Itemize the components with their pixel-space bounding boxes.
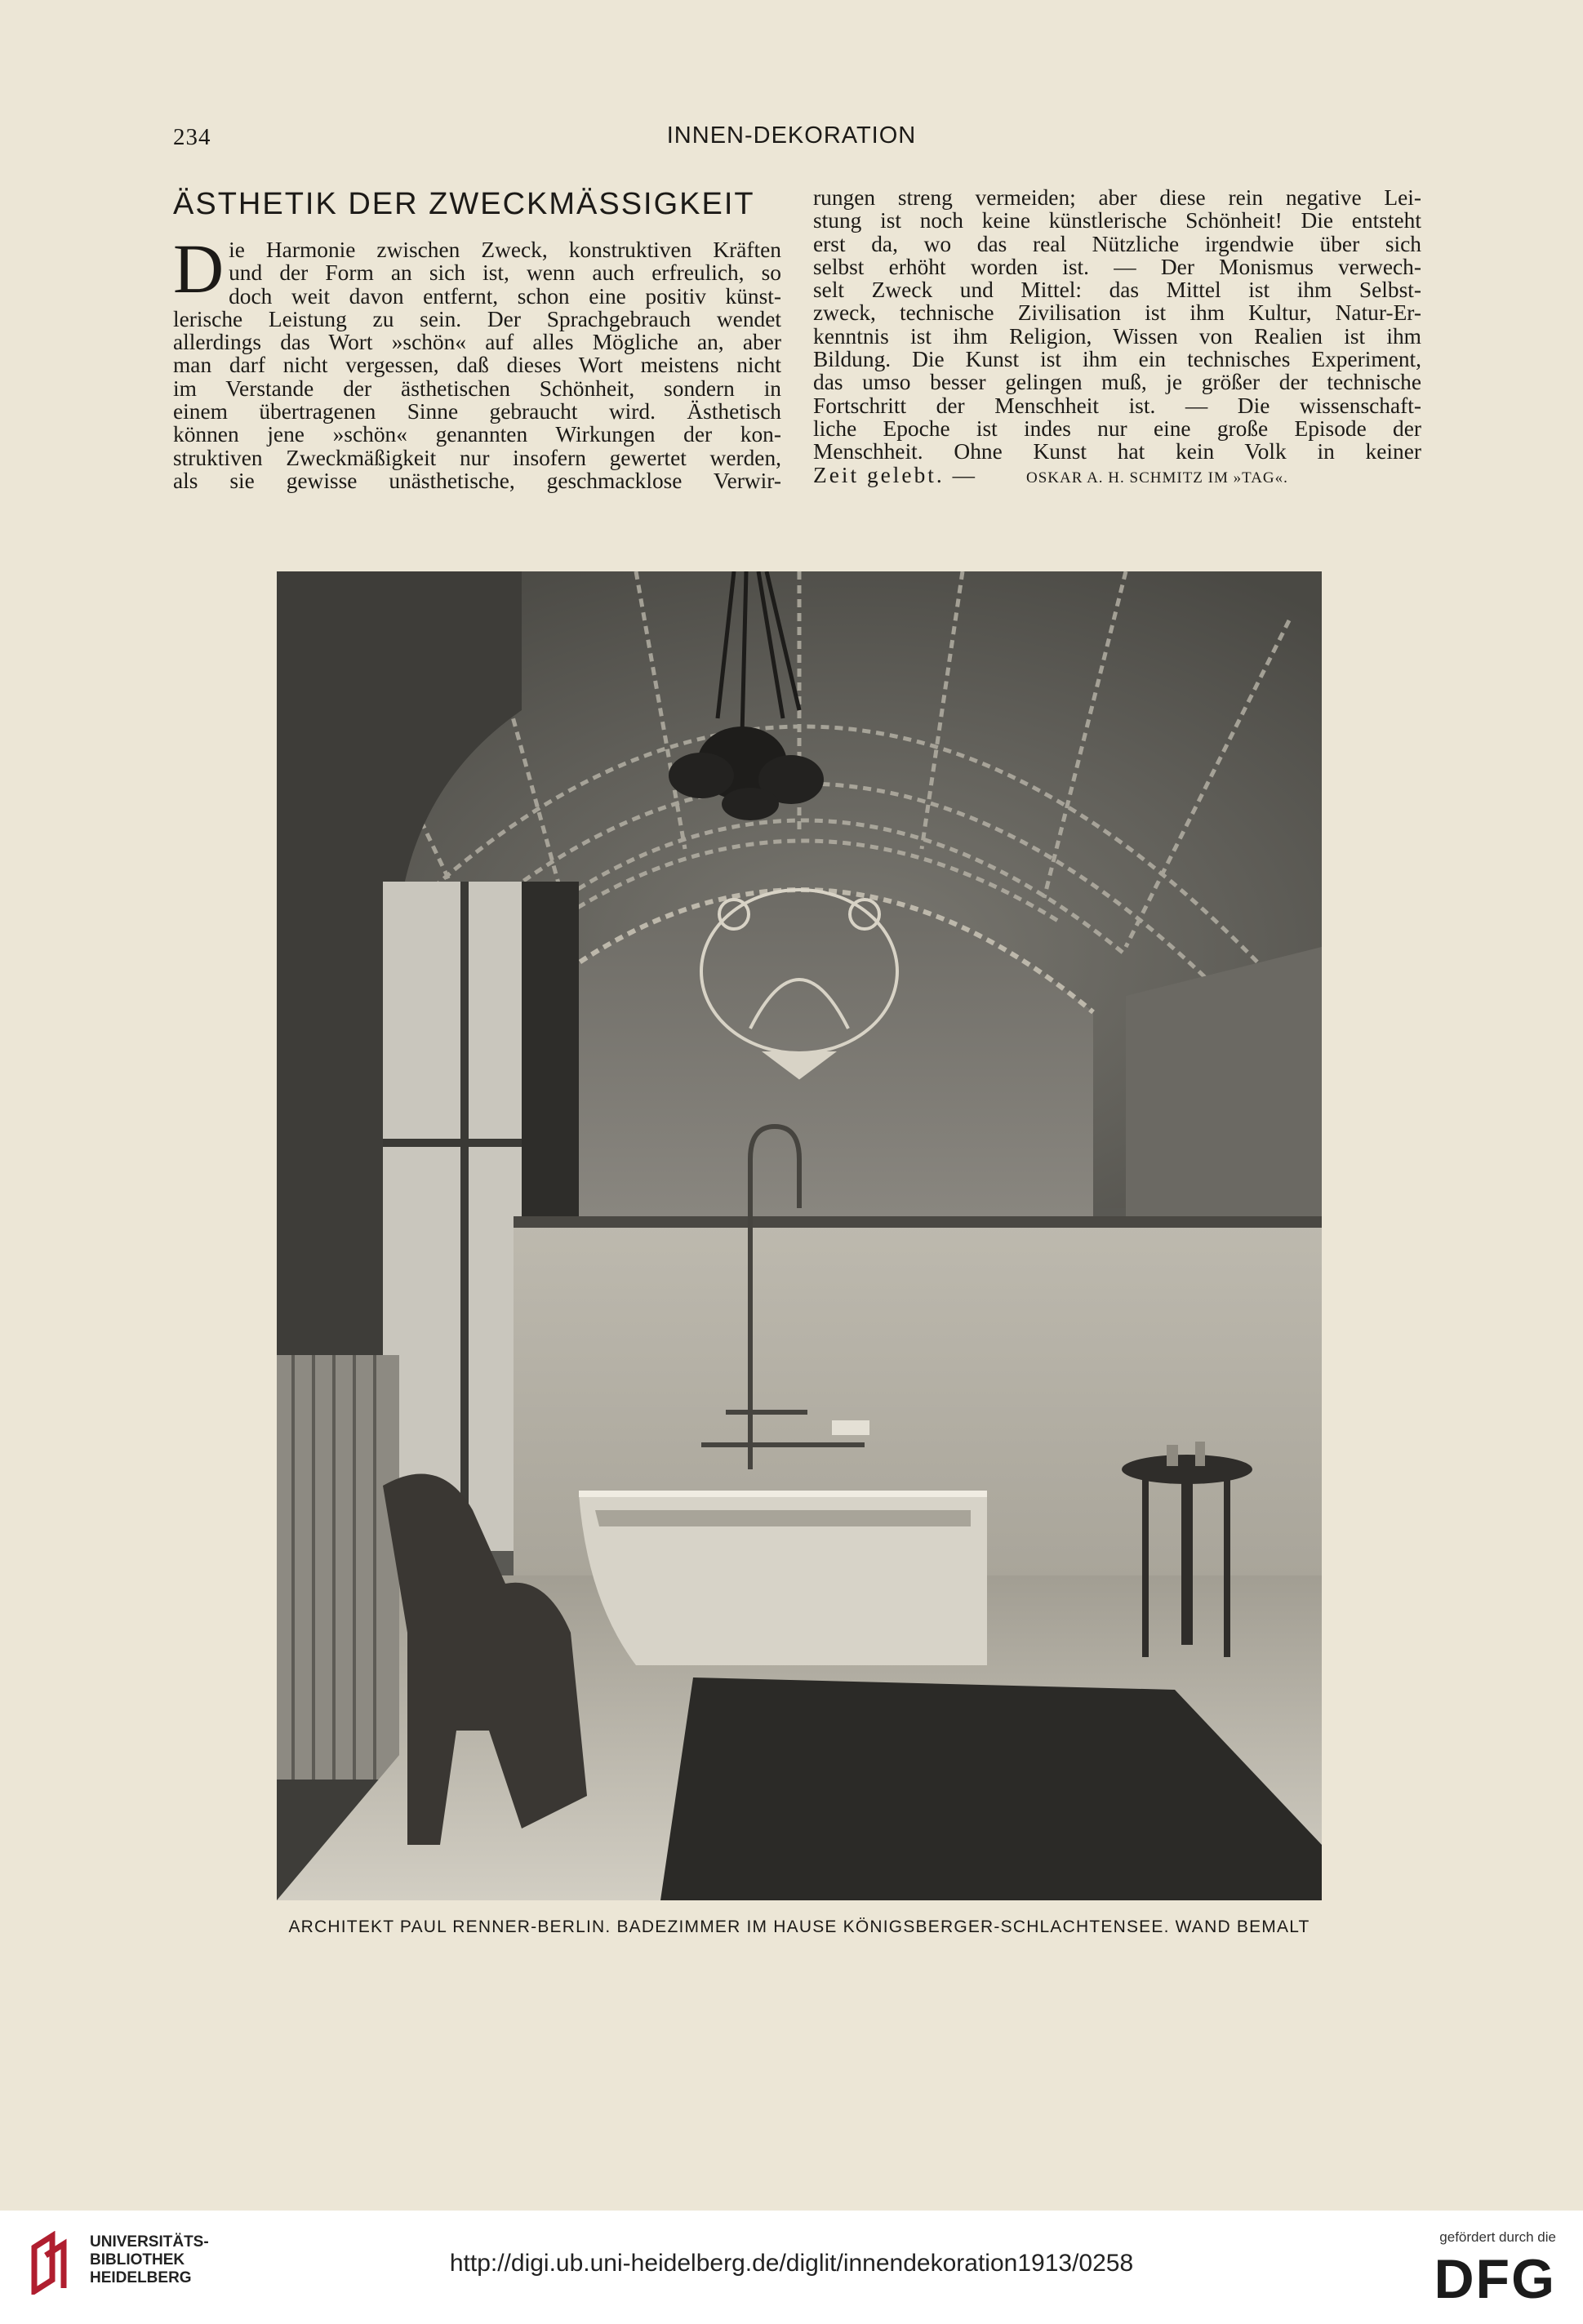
text-line: können jene »schön« genannten Wirkungen der kon-: [173, 422, 781, 447]
radiator: [277, 1355, 399, 1780]
text-line: zweck, technische Zivilisation ist ihm Kultur, Natur-Er-: [813, 300, 1421, 326]
text-line: selbst erhöht worden ist. — Der Monismus verwech-: [813, 254, 1421, 279]
text-line: Menschheit. Ohne Kunst hat kein Volk in keiner: [813, 439, 1421, 464]
text-line: ie Harmonie zwischen Zweck, konstruktiven Kräften: [229, 238, 781, 262]
text-line: kenntnis ist ihm Religion, Wissen von Realien ist ihm: [813, 323, 1421, 349]
text-line: allerdings das Wort »schön« auf alles Mögliche an, aber: [173, 330, 781, 355]
text-line: im Verstande der ästhetischen Schönheit, sondern in: [173, 375, 781, 401]
final-line: [813, 464, 1421, 490]
library-name-line: UNIVERSITÄTS-: [90, 2233, 209, 2251]
funding-note: gefördert durch die: [1439, 2229, 1556, 2245]
text-line: liche Epoche ist indes nur eine große Episode der: [813, 415, 1421, 441]
text-line: stung ist noch keine künstlerische Schönheit! Die entsteht: [813, 208, 1421, 233]
closing-sentence: Zeit gelebt. —: [813, 462, 977, 487]
text-line: man darf nicht vergessen, daß dieses Wort meistens nicht: [173, 353, 781, 378]
running-title: INNEN-DEKORATION: [666, 122, 917, 149]
bathroom-photo-illustration: [277, 571, 1322, 1900]
text-line: struktiven Zweckmäßigkeit nur insofern gewertet werden,: [173, 445, 781, 470]
byline: OSKAR A. H. SCHMITZ IM »TAG«.: [1025, 469, 1288, 487]
text-line: als sie gewisse unästhetische, geschmacklose Verwir-: [173, 468, 781, 493]
text-line: Fortschritt der Menschheit ist. — Die wissenschaft-: [813, 393, 1421, 418]
text-line: doch weit davon entfernt, schon eine positiv künst-: [229, 283, 781, 309]
article-left-column: [173, 186, 781, 492]
text-line: lerische Leistung zu sein. Der Sprachgebrauch wendet: [173, 306, 781, 331]
text-line: Bildung. Die Kunst ist ihm ein technisches Experiment,: [813, 347, 1421, 372]
text-line: das umso besser gelingen muß, je größer der technische: [813, 370, 1421, 395]
library-name-line: HEIDELBERG: [90, 2269, 192, 2286]
page-number: 234: [173, 124, 211, 150]
source-url-link[interactable]: http://digi.ub.uni-heidelberg.de/diglit/innendekoration1913/0258: [449, 2250, 1134, 2277]
text-line: rungen streng vermeiden; aber diese rein negative Lei-: [813, 185, 1421, 210]
dropcap: D: [173, 229, 225, 308]
dfg-logo: DFG: [1434, 2248, 1556, 2310]
text-line: einem übertragenen Sinne gebraucht wird. Ästhetisch: [173, 399, 781, 424]
library-name-line: BIBLIOTHEK: [90, 2251, 185, 2268]
text-line: erst da, wo das real Nützliche irgendwie über sich: [813, 231, 1421, 256]
text-line: selt Zweck und Mittel: das Mittel ist ihm Selbst-: [813, 278, 1421, 303]
text-line: und der Form an sich ist, wenn auch erfreulich, so: [229, 260, 781, 286]
soap-dish: [832, 1420, 869, 1435]
article-title: ÄSTHETIK DER ZWECKMÄSSIGKEIT: [173, 187, 755, 221]
photo-caption: ARCHITEKT PAUL RENNER-BERLIN. BADEZIMMER IM HAUSE KÖNIGSBERGER-SCHLACHTENSEE. WAND BEMALT: [288, 1917, 1310, 1936]
bathroom-photograph: [277, 571, 1322, 1900]
article-right-column: [813, 186, 1421, 490]
